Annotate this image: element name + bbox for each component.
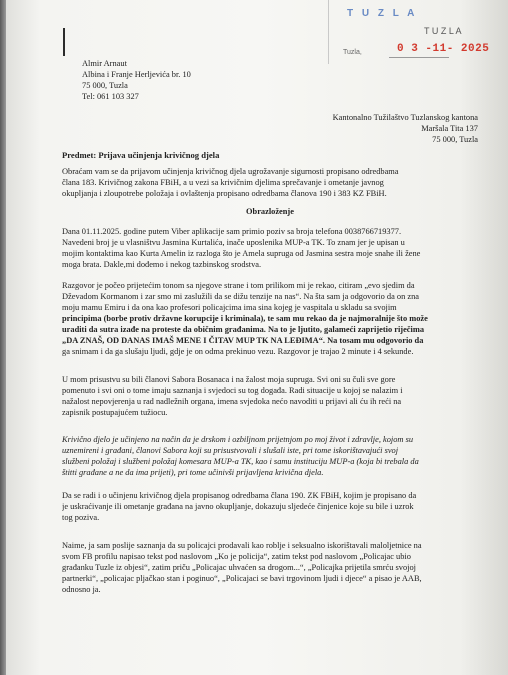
pen-mark xyxy=(63,28,65,56)
sender-name: Almir Arnaut xyxy=(82,59,127,68)
page-shadow-edge xyxy=(0,0,6,675)
sender-address-line2: 75 000, Tuzla xyxy=(82,81,128,90)
paragraph-line: pomenuto i svi oni o tome imaju saznanja i svjedoci su tog događa. Radi situacije u kojoj se nalazim i xyxy=(62,386,403,395)
paragraph-line: U mom prisustvu su bili članovi Sabora Bosanaca i na žalost moja supruga. Svi oni su čuli sve gore xyxy=(62,375,396,384)
recipient-office: Kantonalno Tužilaštvo Tuzlanskog kantona xyxy=(332,113,478,122)
paragraph-line: zapisnik postupajućem tužiocu. xyxy=(62,408,168,417)
recipient-street: Maršala Tita 137 xyxy=(421,124,478,133)
paragraph-2 xyxy=(62,280,478,357)
stamp-date-label: Tuzla, xyxy=(343,49,362,56)
paragraph-line: svom FB profilu napisao tekst pod naslovom „Ko je policija“, zatim tekst pod naslovom „Policajac ubio xyxy=(62,552,411,561)
recipient-city: 75 000, Tuzla xyxy=(432,135,478,144)
paragraph-line: odnosno ja. xyxy=(62,585,101,594)
paragraph-1 xyxy=(62,226,478,270)
section-heading: Obrazloženje xyxy=(246,207,294,216)
reception-stamp xyxy=(328,0,507,64)
paragraph-line: Krivično djelo je učinjeno na način da je drskom i ozbiljnom prijetnjom po moj život i zdravlje, kojom su xyxy=(62,435,414,444)
paragraph-line: Da se radi i o učinjenu krivičnog djela propisanog odredbama člana 190. ZK FBiH, kojim je propisano da xyxy=(62,491,417,500)
paragraph-line: tog poziva. xyxy=(62,513,100,522)
intro-line: člana 183. Krivičnog zakona FBiH, a u vezi sa krivičnim djelima sprečavanje i ometanje javnog xyxy=(62,178,384,187)
intro-line: okupljanja i zloupotrebe položaja i ovlaštenja propisano odredbama članova 190 i 383 KZ FBiH. xyxy=(62,189,387,198)
paragraph-line: moju mamu Emiru i da ona kao profesori policajcima ima sina kojeg je vaspitala u skladu sa svojim xyxy=(62,303,397,312)
paragraph-line: ga snimam i da ga slušaju ljudi, gdje je on odma prekinuo vezu. Razgovor je trajao 2 minute i 4 sekunde. xyxy=(62,347,414,356)
paragraph-line: građanku Tuzle iz objesi“, zatim priču „Policajac uhvaćen sa drogom...“, „Policajka prijetila smrću svojoj xyxy=(62,563,416,572)
paragraph-line: uraditi da sutra izađe na proteste da običnim građanima. Na to je ljutito, galameći zaprijetio riječima xyxy=(62,325,425,334)
paragraph-line: moga brata. Dakle,mi dođemo i nekog tazbinskog srodstva. xyxy=(62,260,262,269)
paragraph-line: Dževadom Kormanom i zar smo mi zaslužili da se dižu tenzije na nas“. Na šta sam ja odgovorio da on zna xyxy=(62,292,419,301)
sender-phone: Tel: 061 103 327 xyxy=(82,92,139,101)
intro-line: Obraćam vam se da prijavom učinjenja krivičnog djela ugrožavanje sigurnosti propisano odredbama xyxy=(62,167,399,176)
paragraph-line: štitti građane a ne da ima prijeti), pri tome učinivši prijavljena krivična djela. xyxy=(62,468,324,477)
paragraph-3 xyxy=(62,374,478,418)
paragraph-6 xyxy=(62,540,478,595)
recipient-block xyxy=(298,112,478,145)
subject-line: Predmet: Prijava učinjenja krivičnog djela xyxy=(62,150,220,160)
stamp-city-text: T U Z L A xyxy=(424,26,462,36)
sender-address-line1: Albina i Franje Herljevića br. 10 xyxy=(82,70,191,79)
paragraph-4 xyxy=(62,434,478,478)
paragraph-line: „DA ZNAŠ, OD DANAS IMAŠ MENE I ČITAV MUP TK NA LEĐIMA“. Na tosam mu odgovorio da xyxy=(62,336,424,345)
stamp-divider xyxy=(389,57,449,58)
paragraph-line: Dana 01.11.2025. godine putem Viber aplikacije sam primio poziv sa broja telefona 0038766719377. xyxy=(62,227,402,236)
paragraph-line: službeni položaj i službeni položaj komesara MUP-a TK, kao i samu instituciju MUP-a (koja bi trebala da xyxy=(62,457,419,466)
intro-paragraph xyxy=(62,166,478,199)
paragraph-line: Navedeni broj je u vlasništvu Jasmina Kurtalića, inače uposlenika MUP-a TK. To znam jer je upisan u xyxy=(62,238,405,247)
paragraph-line: Razgovor je počeo prijetećim tonom sa njegove strane i tom prilikom mi je rekao, citiram „evo sjedim da xyxy=(62,281,415,290)
paragraph-line: je uskraćivanje ili ometanje građana na javno okupljanje, dokazuju sljedeće činjenice koje su bile i uzrok xyxy=(62,502,414,511)
paragraph-line: nažalost nepovjerenja u rad nadležnih organa, imena svjedoka nećo navoditi u prijavi ali ću ih reći na xyxy=(62,397,402,406)
paragraph-line: partnerki“, „policajac pljačkao stan i poginuo“, „Policajaci se bavi trgovinom ljudi i djece“ a pisao je AAB, xyxy=(62,574,422,583)
stamp-date: 0 3 -11- 2025 xyxy=(397,43,490,55)
paragraph-line: principima (borbe protiv državne korupcije i kriminala), te sam mu rekao da je najmoralnije što može xyxy=(62,314,428,323)
paragraph-5 xyxy=(62,490,478,523)
paragraph-line: Naime, ja sam poslije saznanja da su policajci prodavali kao roblje i seksualno iskorištavali maloljetnice na xyxy=(62,541,422,550)
paragraph-line: uznemireni i građani, članovi Sabora koji su prisustvovali i slušali iste, pri tome iskorištavajući svoj xyxy=(62,446,399,455)
paragraph-line: mojim kontaktima kao Kurta Amelin iz razloga što je Amela supruga od Jasmina sestra moje snahe ili žene xyxy=(62,249,421,258)
stamp-brand-text: T U Z L A xyxy=(347,8,418,19)
sender-block xyxy=(82,58,191,102)
